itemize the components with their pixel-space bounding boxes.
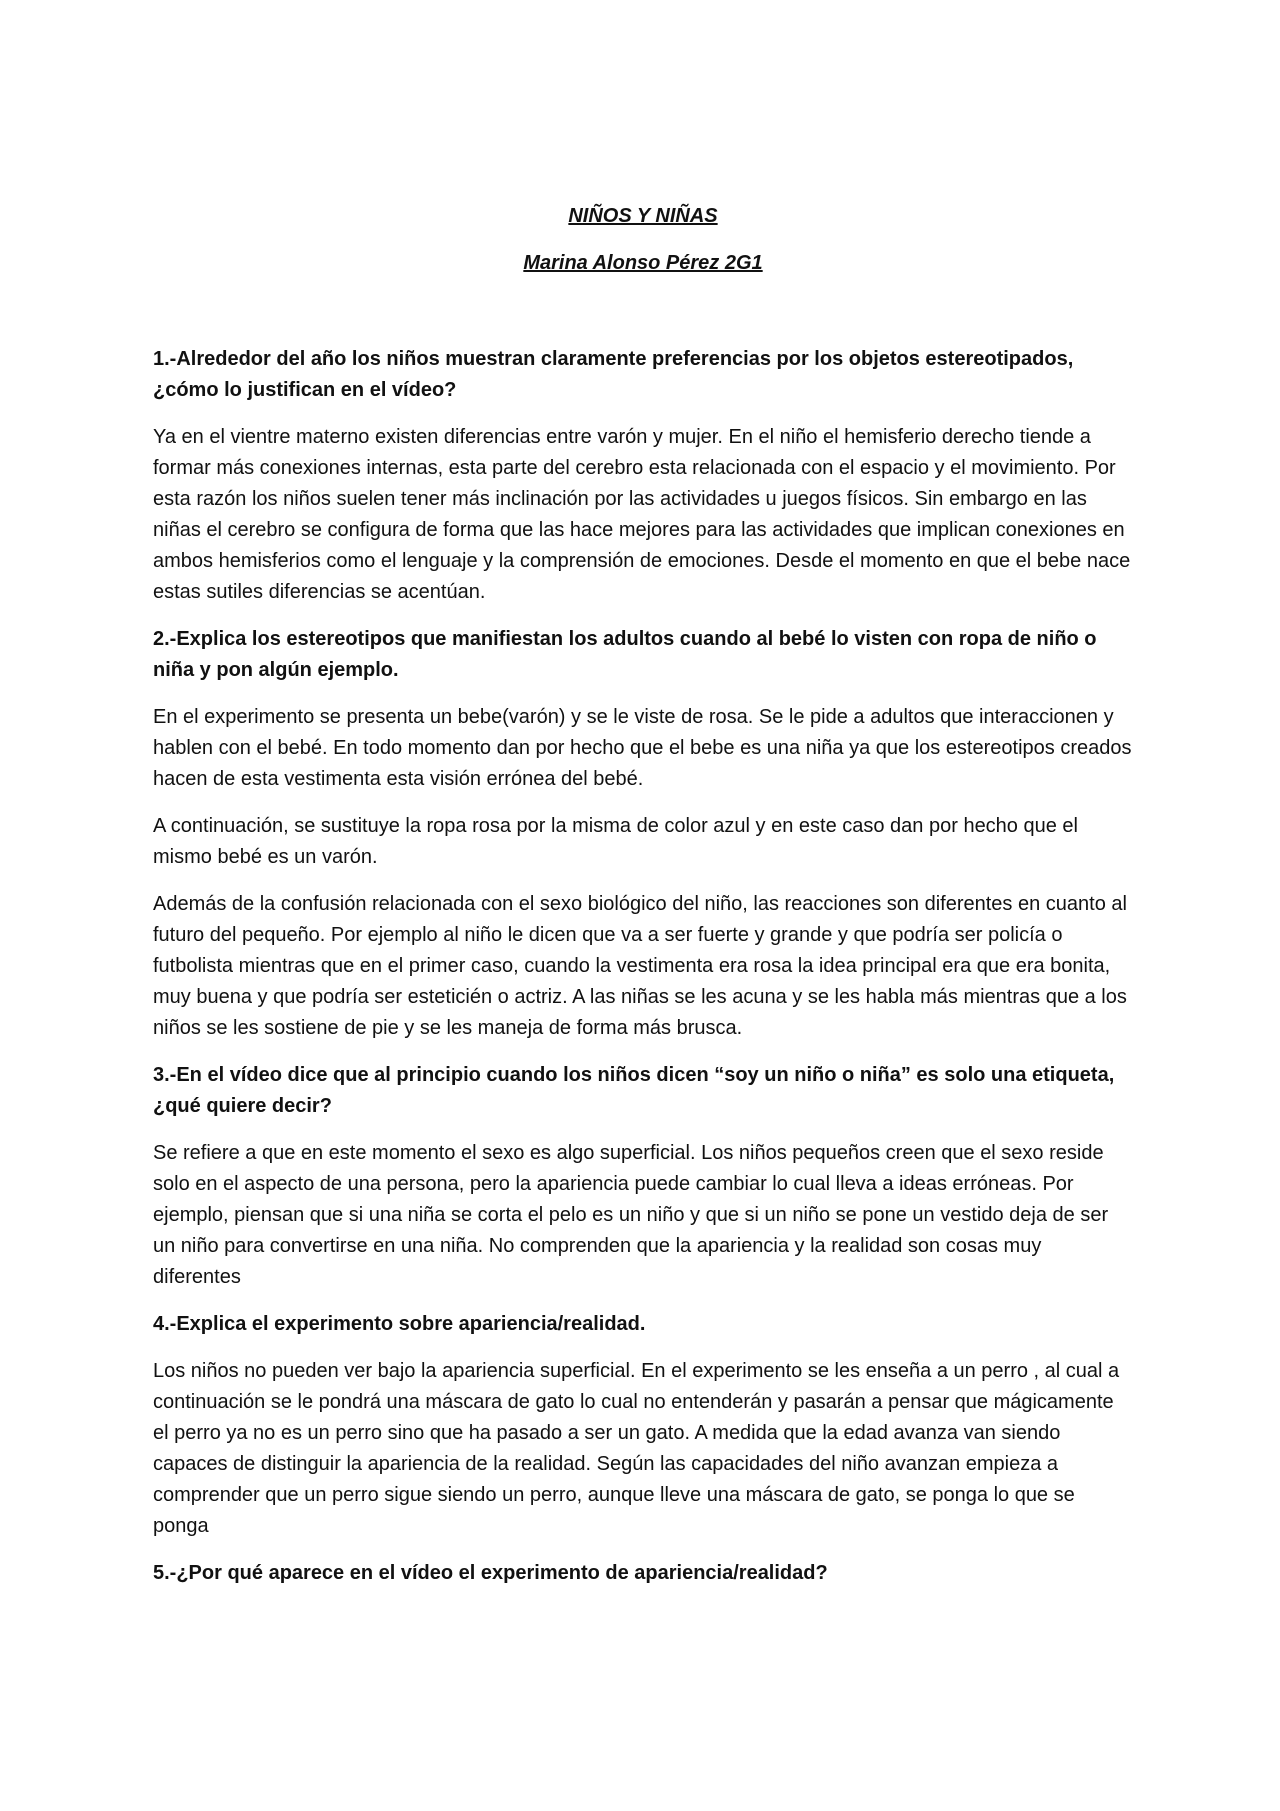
question-1: 1.-Alrededor del año los niños muestran claramente preferencias por los objetos estereotipados, ¿cómo lo justifican en el vídeo?: [153, 348, 1074, 401]
document-author: Marina Alonso Pérez 2G1: [523, 252, 763, 274]
question-3: 3.-En el vídeo dice que al principio cuando los niños dicen “soy un niño o niña” es solo una etiqueta, ¿qué quiere decir?: [153, 1064, 1115, 1117]
answer-1-paragraph-1: Ya en el vientre materno existen diferencias entre varón y mujer. En el niño el hemisferio derecho tiende a formar más conexiones internas, esta parte del cerebro esta relacionada con el espacio y el movimiento. Por esta razón los niños suelen tener más inclinación por las actividades u juegos físicos. Sin embargo en las niñas el cerebro se configura de forma que las hace mejores para las actividades que implican conexiones en ambos hemisferios como el lenguaje y la comprensión de emociones. Desde el momento en que el bebe nace estas sutiles diferencias se acentúan.: [153, 426, 1131, 603]
answer-2-paragraph-2: A continuación, se sustituye la ropa rosa por la misma de color azul y en este caso dan por hecho que el mismo bebé es un varón.: [153, 815, 1078, 868]
question-5: 5.-¿Por qué aparece en el vídeo el experimento de apariencia/realidad?: [153, 1562, 828, 1584]
answer-4-paragraph-1: Los niños no pueden ver bajo la apariencia superficial. En el experimento se les enseña a un perro , al cual a continuación se le pondrá una máscara de gato lo cual no entenderán y pasarán a pensar que mágicamente el perro ya no es un perro sino que ha pasado a ser un gato. A medida que la edad avanza van siendo capaces de distinguir la apariencia de la realidad. Según las capacidades del niño avanzan empieza a comprender que un perro sigue siendo un perro, aunque lleve una máscara de gato, se ponga lo que se ponga: [153, 1360, 1120, 1537]
document-content: [153, 202, 1133, 1605]
question-4: 4.-Explica el experimento sobre apariencia/realidad.: [153, 1313, 646, 1335]
answer-3-paragraph-1: Se refiere a que en este momento el sexo es algo superficial. Los niños pequeños creen que el sexo reside solo en el aspecto de una persona, pero la apariencia puede cambiar lo cual lleva a ideas erróneas. Por ejemplo, piensan que si una niña se corta el pelo es un niño y que si un niño se pone un vestido deja de ser un niño para convertirse en una niña. No comprenden que la apariencia y la realidad son cosas muy diferentes: [153, 1142, 1109, 1288]
question-2: 2.-Explica los estereotipos que manifiestan los adultos cuando al bebé lo visten con ropa de niño o niña y pon algún ejemplo.: [153, 628, 1097, 681]
answer-2-paragraph-3: Además de la confusión relacionada con el sexo biológico del niño, las reacciones son diferentes en cuanto al futuro del pequeño. Por ejemplo al niño le dicen que va a ser fuerte y grande y que podría ser policía o futbolista mientras que en el primer caso, cuando la vestimenta era rosa la idea principal era que era bonita, muy buena y que podría ser esteticién o actriz. A las niñas se les acuna y se les habla más mientras que a los niños se les sostiene de pie y se les maneja de forma más brusca.: [153, 893, 1127, 1039]
document-title: NIÑOS Y NIÑAS: [568, 205, 718, 227]
answer-2-paragraph-1: En el experimento se presenta un bebe(varón) y se le viste de rosa. Se le pide a adultos que interaccionen y hablen con el bebé. En todo momento dan por hecho que el bebe es una niña ya que los estereotipos creados hacen de esta vestimenta esta visión errónea del bebé.: [153, 706, 1132, 790]
